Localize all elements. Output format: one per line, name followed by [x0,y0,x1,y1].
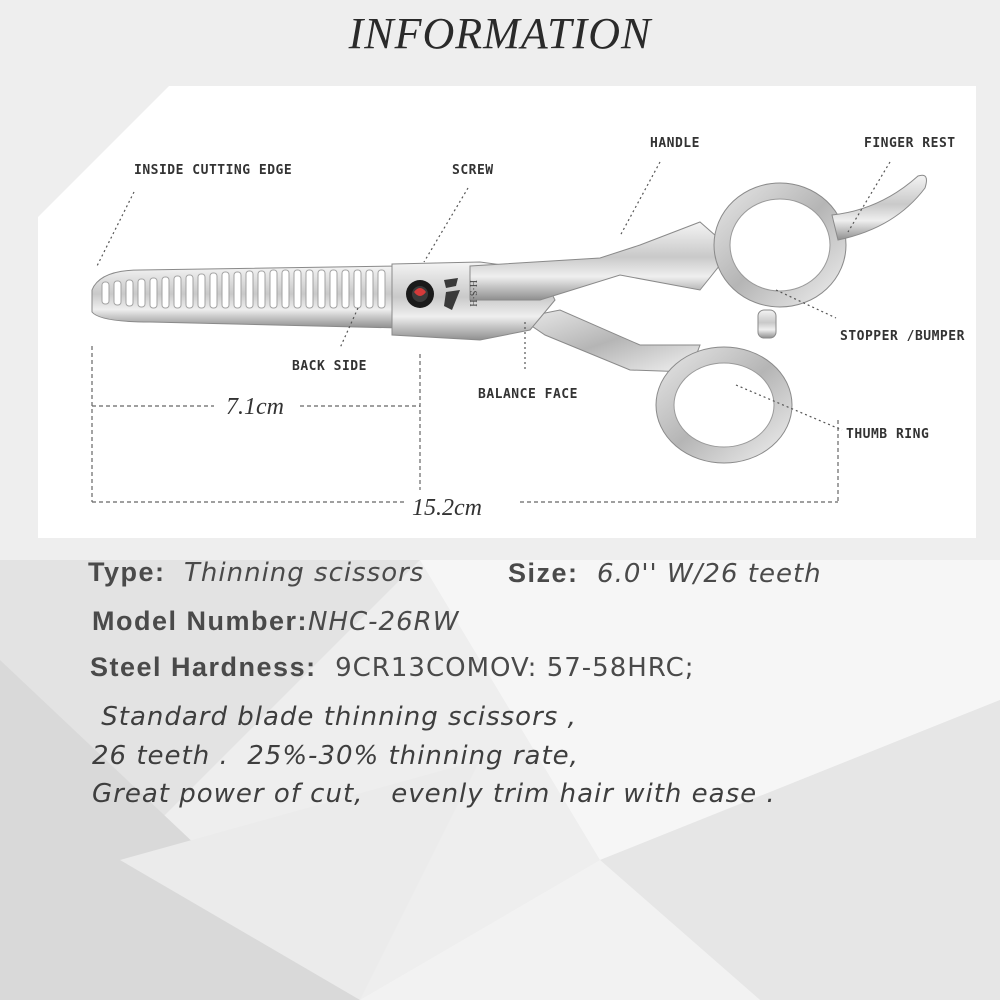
page-title: INFORMATION [348,9,652,58]
model-row [92,606,459,637]
type-row [88,557,424,588]
total-length-label: 15.2cm [412,495,482,521]
hardness-key: Steel Hardness: [90,652,317,682]
label-thumb-ring: THUMB RING [846,427,930,442]
label-back-side: BACK SIDE [292,359,367,374]
description-line: Great power of cut, evenly trim hair with ease . [92,779,776,809]
blade-length-label: 7.1cm [226,394,284,420]
label-handle: HANDLE [650,136,700,151]
brand-mark: H·S·H [467,280,478,307]
description-line: Standard blade thinning scissors , [92,702,577,732]
hardness-value: 9CR13COMOV: 57-58HRC; [335,653,695,683]
hardness-row [90,652,695,683]
type-value: Thinning scissors [184,558,425,588]
label-finger-rest: FINGER REST [864,136,956,151]
description-line: 26 teeth . 25%-30% thinning rate, [92,740,579,771]
label-balance-face: BALANCE FACE [478,387,578,402]
model-value: NHC-26RW [308,607,460,637]
product-description [92,698,972,814]
type-key: Type: [88,557,166,587]
size-key: Size: [508,558,579,588]
label-screw: SCREW [452,163,494,178]
model-key: Model Number: [92,606,309,636]
label-inside-cutting-edge: INSIDE CUTTING EDGE [134,163,293,178]
label-stopper-bumper: STOPPER /BUMPER [840,329,965,344]
size-value: 6.0'' W/26 teeth [597,559,822,589]
size-row [508,558,822,589]
